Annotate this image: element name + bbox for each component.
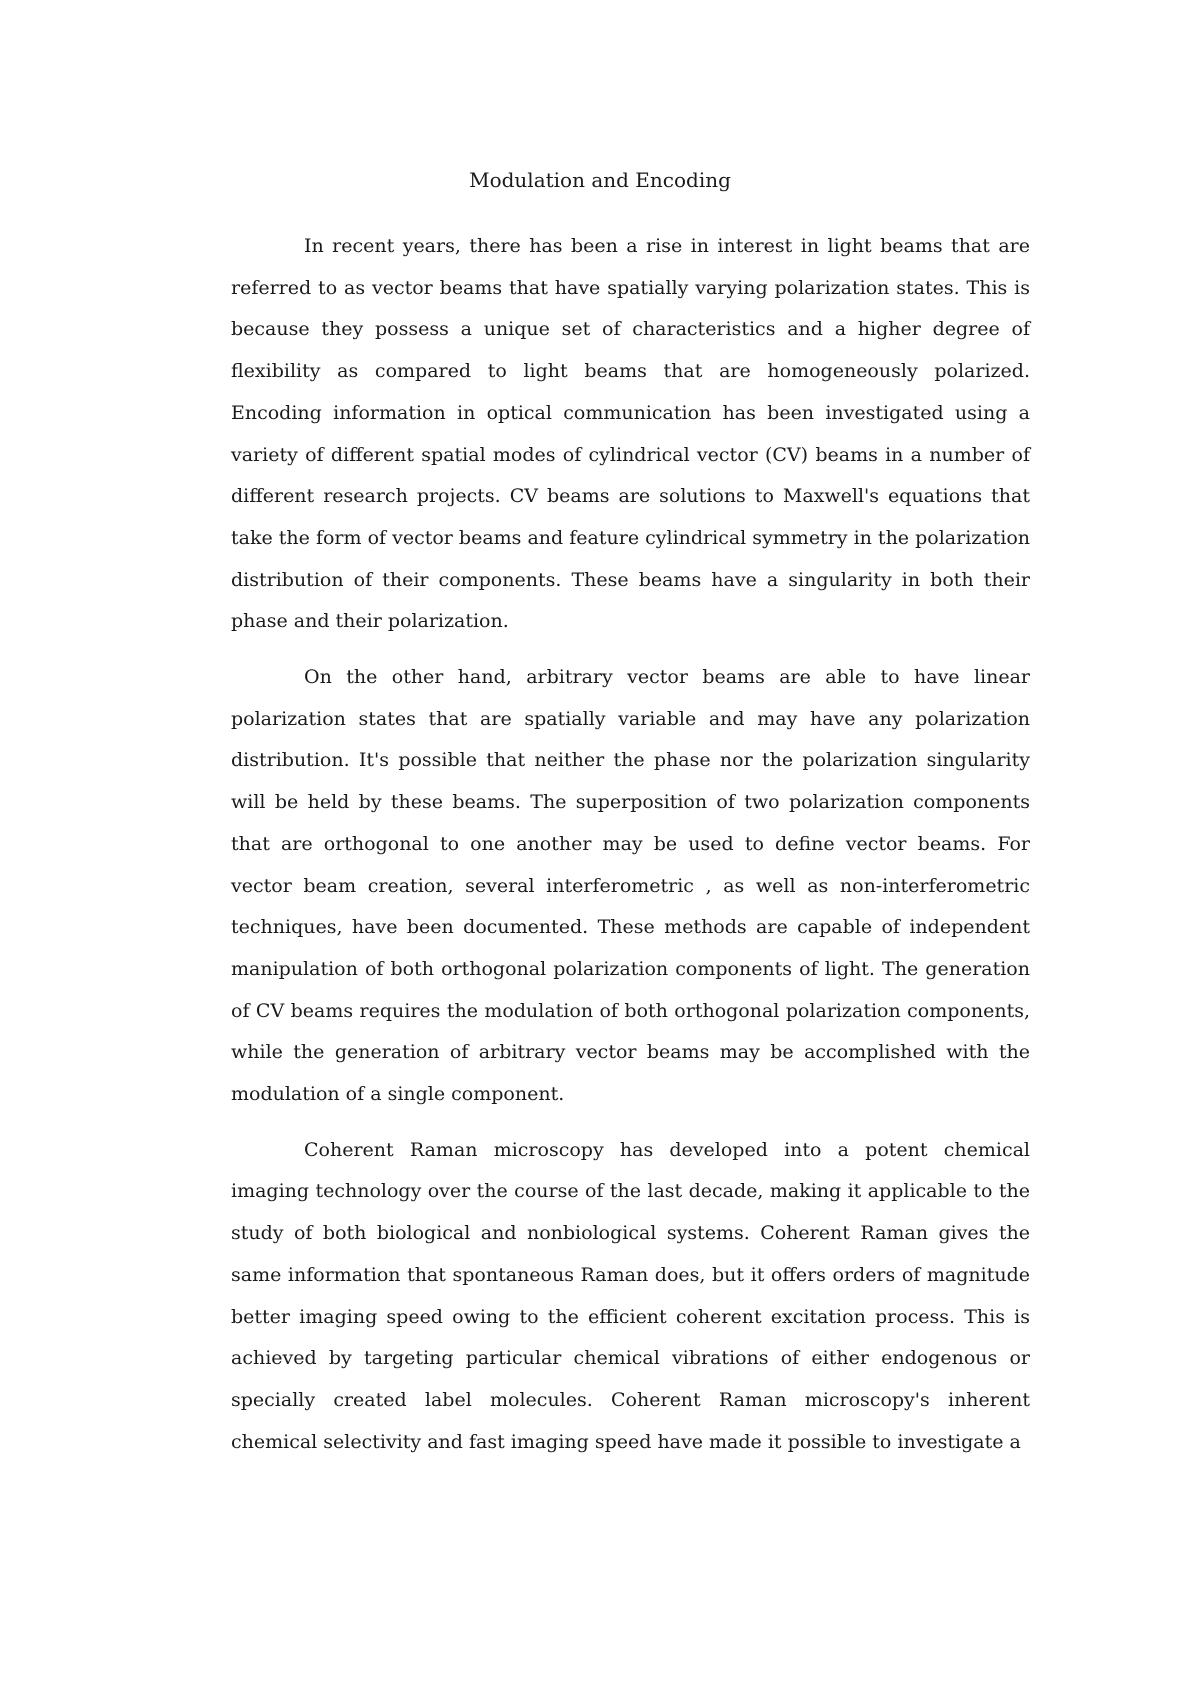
paragraph-vector-beams: In recent years, there has been a rise in interest in light beams that are referred to as vector beams that have spatially varying polarization states. This is because they possess a unique set of characteristics and a higher degree of flexibility as compared to light beams that are homogeneously polarized. Encoding information in optical communication has been investigated using a variety of different spatial modes of cylindrical vector (CV) beams in a number of different research projects. CV beams are solutions to Maxwell's equations that take the form of vector beams and feature cylindrical symmetry in the polarization distribution of their components. These beams have a singularity in both their phase and their polarization. [231,235,1030,633]
document-title: Modulation and Encoding [469,168,731,192]
paragraph-arbitrary-vector-beams: On the other hand, arbitrary vector beams are able to have linear polarization states that are spatially variable and may have any polarization distribution. It's possible that neither the phase nor the polarization singularity will be held by these beams. The superposition of two polarization components that are orthogonal to one another may be used to define vector beams. For vector beam creation, several interferometric , as well as non-interferometric techniques, have been documented. These methods are capable of independent manipulation of both orthogonal polarization components of light. The generation of CV beams requires the modulation of both orthogonal polarization components, while the generation of arbitrary vector beams may be accomplished with the modulation of a single component. [231,666,1030,1106]
document-body [231,226,1030,1477]
paragraph-coherent-raman: Coherent Raman microscopy has developed into a potent chemical imaging technology over the course of the last decade, making it applicable to the study of both biological and nonbiological systems. Coherent Raman gives the same information that spontaneous Raman does, but it offers orders of magnitude better imaging speed owing to the efficient coherent excitation process. This is achieved by targeting particular chemical vibrations of either endogenous or specially created label molecules. Coherent Raman microscopy's inherent chemical selectivity and fast imaging speed have made it possible to investigate a [231,1138,1030,1453]
